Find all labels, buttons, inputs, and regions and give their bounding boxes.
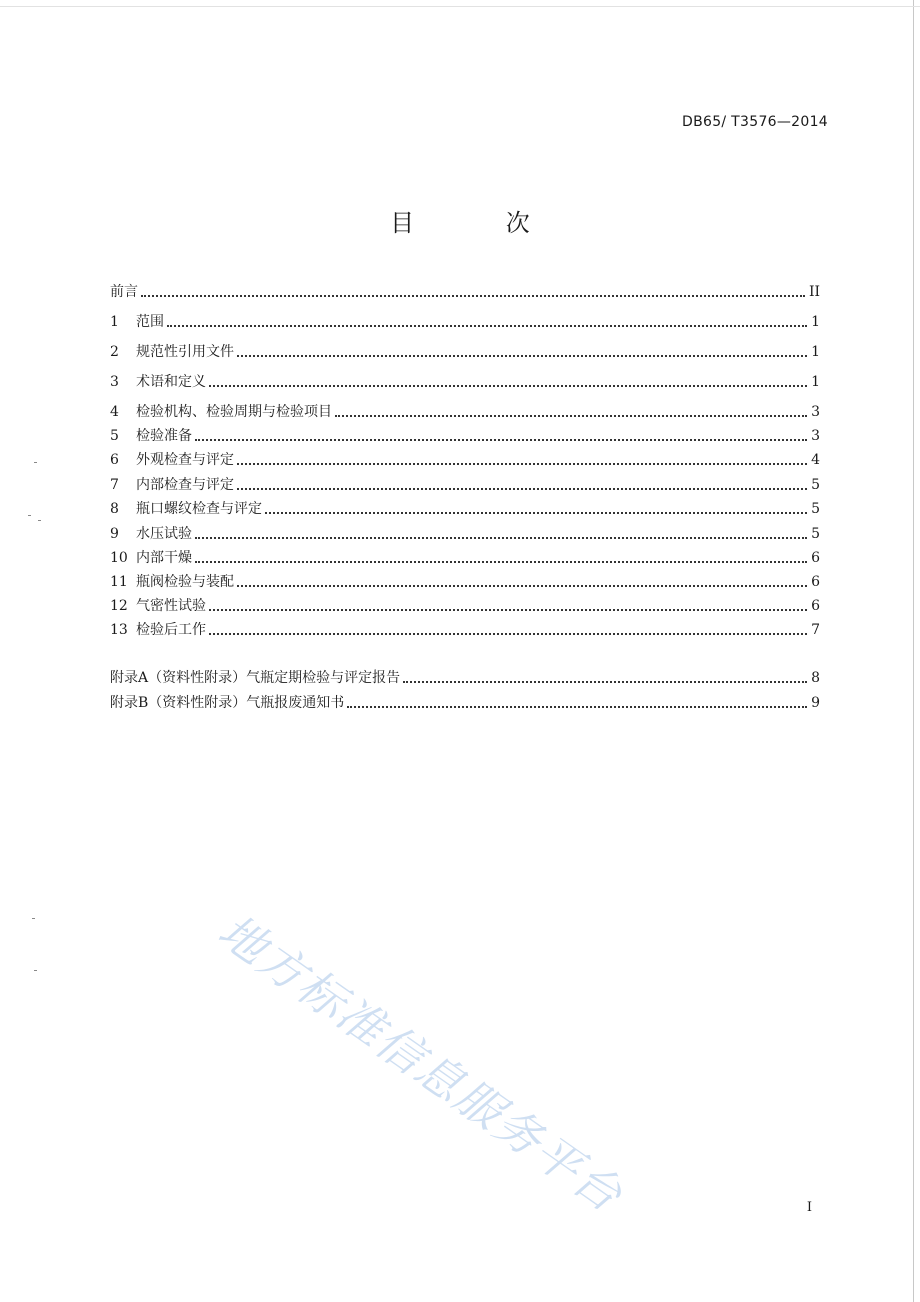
toc-entry[interactable] [110,448,820,470]
toc-entry-number: 9 [110,526,119,542]
toc-entry-page: 1 [811,314,820,330]
toc-entry-number: 2 [110,344,119,360]
toc-entry[interactable] [110,370,820,392]
toc-entry-appendix[interactable] [110,691,820,713]
toc-leader-dots [265,512,807,514]
toc-entry-number: 5 [110,428,119,444]
toc-leader-dots [195,537,807,539]
toc-entry-number: 12 [110,598,128,614]
toc-leader-dots [335,415,807,417]
toc-entry-page: II [808,284,820,300]
toc-entry-label: 外观检查与评定 [136,452,234,468]
toc-entry-label: 内部检查与评定 [136,477,234,493]
toc-entry-label: 附录A（资料性附录）气瓶定期检验与评定报告 [110,670,401,686]
toc-entry-label: 检验机构、检验周期与检验项目 [136,404,332,420]
toc-entry-label: 附录B（资料性附录）气瓶报废通知书 [110,695,345,711]
standard-code: DB65/ T3576—2014 [682,114,828,130]
toc-leader-dots [237,463,807,465]
toc-entry-page: 1 [811,344,820,360]
toc-leader-dots [237,585,807,587]
toc-entry[interactable] [110,618,820,640]
toc-entry[interactable] [110,280,820,302]
toc-entry[interactable] [110,570,820,592]
toc-entry-label: 范围 [136,314,164,330]
toc-entry[interactable] [110,546,820,568]
toc-entry-page: 5 [811,501,820,517]
scan-speck [28,515,31,516]
toc-entry-page: 5 [811,477,820,493]
toc-entry-number: 4 [110,404,119,420]
toc-entry-label: 气密性试验 [136,598,206,614]
toc-entry-label: 检验准备 [136,428,192,444]
toc-entry-label: 内部干燥 [136,550,192,566]
page-title: 目 次 [390,209,572,237]
toc-leader-dots [347,706,807,708]
toc-entry-page: 6 [811,574,820,590]
toc-entry-appendix[interactable] [110,666,820,688]
toc-entry-label: 规范性引用文件 [136,344,234,360]
scan-speck [32,918,35,919]
toc-leader-dots [141,295,805,297]
toc-entry-page: 6 [811,550,820,566]
toc-entry-page: 7 [811,622,820,638]
toc-leader-dots [195,439,807,441]
toc-entry-page: 1 [811,374,820,390]
toc-entry-number: 6 [110,452,119,468]
scan-speck [34,462,37,463]
toc-entry-label: 检验后工作 [136,622,206,638]
toc-entry-number: 10 [110,550,128,566]
watermark-text: 地方标准信息服务平台 [208,903,633,1223]
toc-entry-number: 11 [110,574,128,590]
scan-top-line [0,6,920,7]
toc-leader-dots [209,609,807,611]
toc-entry-number: 8 [110,501,119,517]
toc-entry-label: 前言 [110,284,138,300]
toc-entry-page: 8 [811,670,820,686]
toc-entry[interactable] [110,473,820,495]
toc-entry-label: 瓶阀检验与装配 [136,574,234,590]
toc-entry-page: 4 [811,452,820,468]
toc-entry[interactable] [110,424,820,446]
toc-entry[interactable] [110,594,820,616]
toc-leader-dots [209,633,807,635]
toc-entry[interactable] [110,522,820,544]
toc-entry-page: 3 [811,404,820,420]
toc-entry-number: 7 [110,477,119,493]
scan-speck [34,970,37,971]
scan-speck [38,520,41,521]
scan-edge-line [913,0,914,1302]
toc-leader-dots [237,488,807,490]
page-number: I [806,1200,812,1215]
toc-entry-label: 水压试验 [136,526,192,542]
toc-entry[interactable] [110,400,820,422]
toc-entry-number: 3 [110,374,119,390]
toc-entry-page: 9 [811,695,820,711]
toc-leader-dots [167,325,807,327]
toc-entry-page: 6 [811,598,820,614]
toc-entry-page: 5 [811,526,820,542]
toc-entry-number: 13 [110,622,128,638]
toc-entry[interactable] [110,310,820,332]
toc-leader-dots [237,355,807,357]
toc-leader-dots [209,385,807,387]
toc-leader-dots [403,681,807,683]
toc-leader-dots [195,561,807,563]
toc-entry-label: 术语和定义 [136,374,206,390]
toc-entry-number: 1 [110,314,119,330]
toc-entry[interactable] [110,497,820,519]
toc-entry-page: 3 [811,428,820,444]
toc-entry[interactable] [110,340,820,362]
toc-entry-label: 瓶口螺纹检查与评定 [136,501,262,517]
